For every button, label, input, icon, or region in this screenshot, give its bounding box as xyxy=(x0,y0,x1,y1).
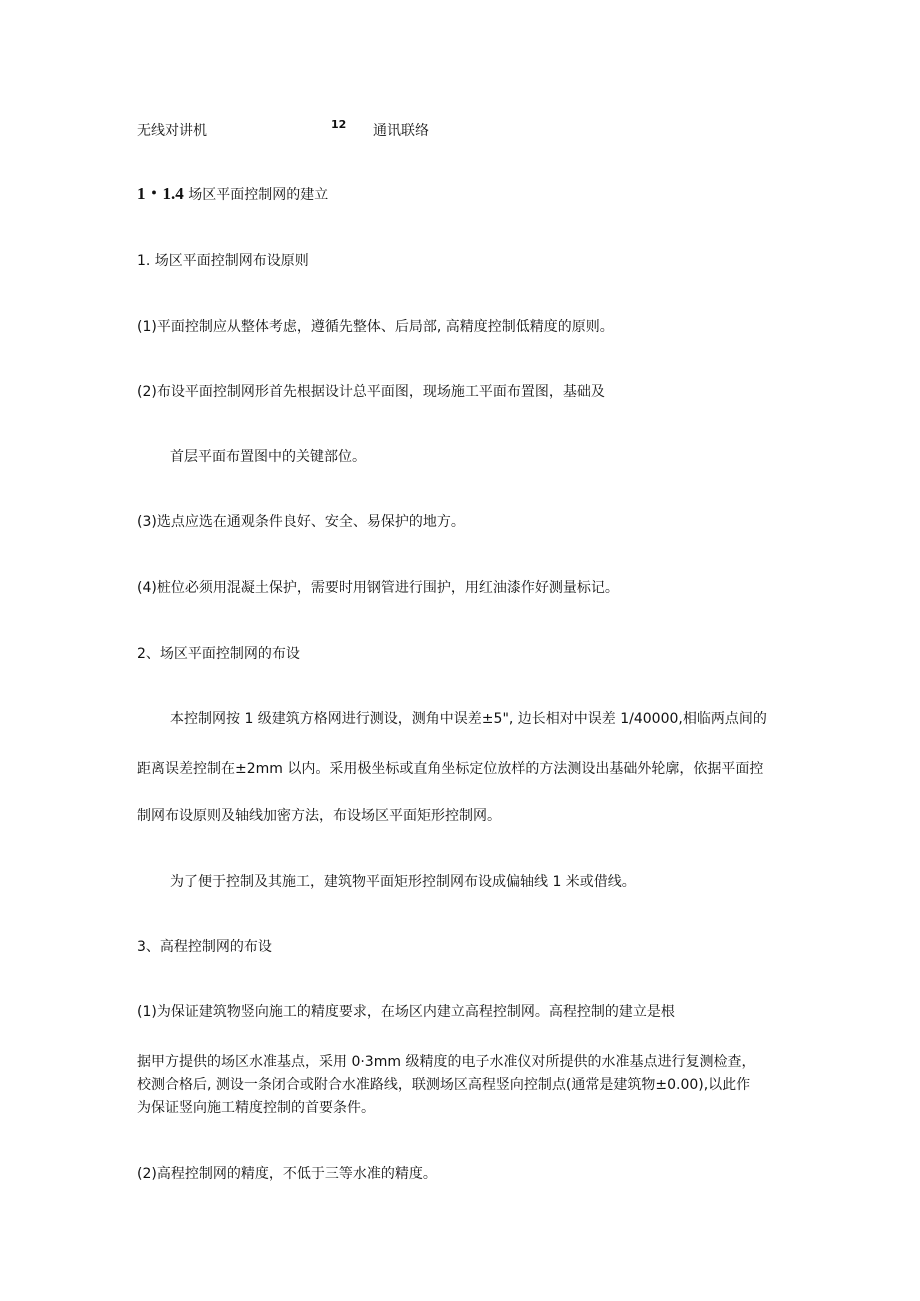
table-cell-purpose: 通讯联络 xyxy=(373,123,429,139)
principle-2-line-2: 首层平面布置图中的关键部位。 xyxy=(170,449,366,465)
elevation-paragraph-line-3: 校测合格后, 测设一条闭合或附合水准路线，联测场区高程竖向控制点(通常是建筑物±0.00),以此作 xyxy=(137,1077,751,1093)
principle-1: (1)平面控制应从整体考虑，遵循先整体、后局部, 高精度控制低精度的原则。 xyxy=(137,319,614,335)
elevation-paragraph-line-1: (1)为保证建筑物竖向施工的精度要求，在场区内建立高程控制网。高程控制的建立是根 xyxy=(137,1004,675,1020)
principle-2-line-1: (2)布设平面控制网形首先根据设计总平面图，现场施工平面布置图，基础及 xyxy=(137,384,605,400)
principle-3: (3)选点应选在通观条件良好、安全、易保护的地方。 xyxy=(137,514,465,530)
elevation-paragraph-line-4: 为保证竖向施工精度控制的首要条件。 xyxy=(137,1100,375,1116)
section-number: 1・1.4 xyxy=(137,184,184,203)
layout-paragraph-line-1: 本控制网按 1 级建筑方格网进行测设，测角中误差±5", 边长相对中误差 1/40000,相临两点间的 xyxy=(170,711,767,727)
table-cell-quantity: 12 xyxy=(331,118,347,131)
table-cell-item: 无线对讲机 xyxy=(137,123,207,139)
elevation-paragraph-line-2: 据甲方提供的场区水准基点，采用 0·3mm 级精度的电子水准仪对所提供的水准基点进行复测检查， xyxy=(137,1054,756,1070)
layout-paragraph-line-3: 制网布设原则及轴线加密方法，布设场区平面矩形控制网。 xyxy=(137,808,501,824)
elevation-paragraph-2: (2)高程控制网的精度，不低于三等水准的精度。 xyxy=(137,1166,437,1182)
layout-heading: 2、场区平面控制网的布设 xyxy=(137,646,300,662)
section-heading xyxy=(137,185,328,204)
layout-paragraph-line-2: 距离误差控制在±2mm 以内。采用极坐标或直角坐标定位放样的方法测设出基础外轮廓，依据平面控 xyxy=(137,761,764,777)
principles-heading: 1. 场区平面控制网布设原则 xyxy=(137,253,309,269)
section-title: 场区平面控制网的建立 xyxy=(188,187,329,203)
elevation-heading: 3、高程控制网的布设 xyxy=(137,939,272,955)
principle-4: (4)桩位必须用混凝土保护，需要时用钢管进行围护，用红油漆作好测量标记。 xyxy=(137,580,619,596)
layout-paragraph-2: 为了便于控制及其施工，建筑物平面矩形控制网布设成偏轴线 1 米或借线。 xyxy=(170,874,636,890)
